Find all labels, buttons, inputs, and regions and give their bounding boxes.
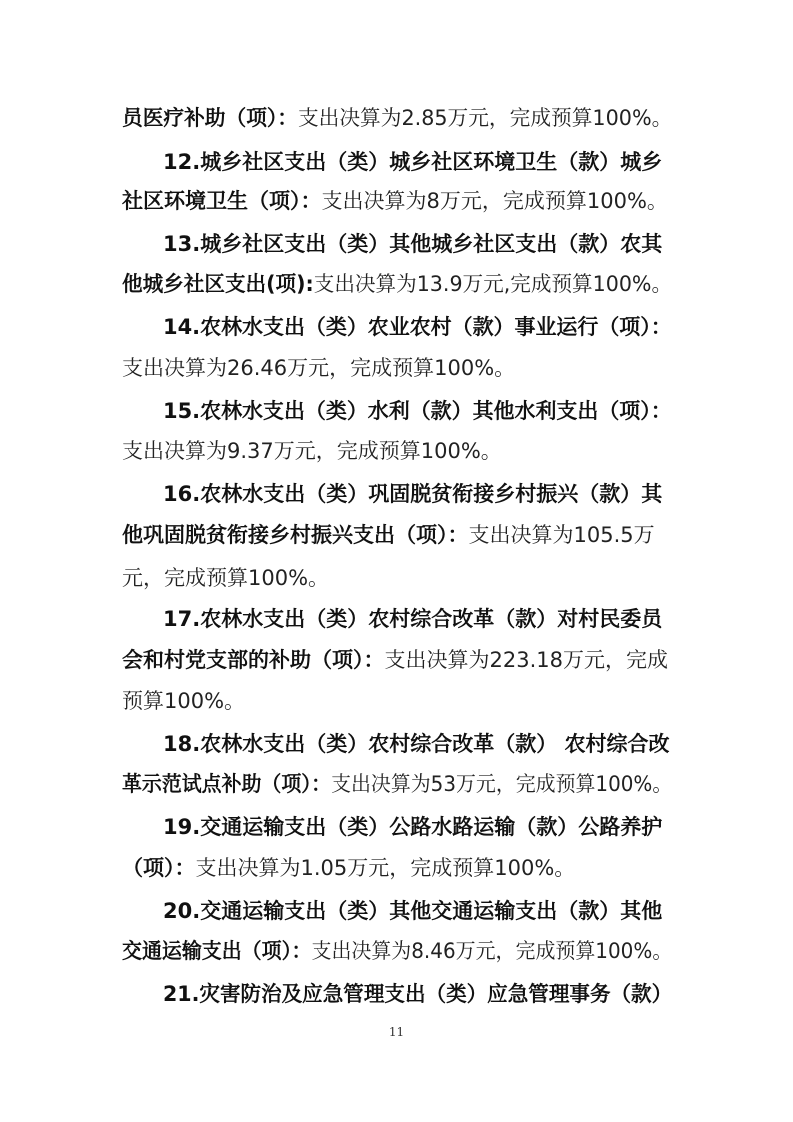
- bold-text: 他城乡社区支出(项):: [122, 272, 314, 296]
- bold-text: 14.农林水支出（类）农业农村（款）事业运行（项）：: [163, 315, 672, 339]
- regular-text: 预算100%。: [122, 689, 246, 713]
- regular-text: 支出决算为105.5万: [468, 523, 655, 547]
- bold-text: 18.农林水支出（类）农村综合改革（款） 农村综合改: [163, 732, 670, 756]
- text-line-16: [163, 730, 670, 758]
- text-line-14: [122, 646, 668, 674]
- text-line-22: [163, 980, 672, 1008]
- regular-text: 支出决算为53万元，完成预算100%。: [331, 772, 673, 796]
- text-line-11: [122, 521, 655, 549]
- text-line-20: [163, 897, 662, 925]
- regular-text: 支出决算为9.37万元，完成预算100%。: [122, 439, 502, 463]
- text-line-3: [122, 187, 668, 215]
- regular-text: 支出决算为2.85万元，完成预算100%。: [297, 106, 673, 130]
- bold-text: 16.农林水支出（类）巩固脱贫衔接乡村振兴（款）其: [163, 482, 663, 506]
- text-line-1: [122, 104, 672, 132]
- text-line-9: [122, 437, 502, 465]
- text-line-2: [163, 148, 662, 176]
- text-line-8: [163, 397, 672, 425]
- regular-text: 元，完成预算100%。: [122, 566, 330, 590]
- text-line-19: [122, 854, 575, 882]
- page-number: 11: [388, 1025, 405, 1039]
- regular-text: 支出决算为8万元，完成预算100%。: [321, 189, 668, 213]
- text-line-7: [122, 354, 515, 382]
- bold-text: 13.城乡社区支出（类）其他城乡社区支出（款）农其: [163, 232, 663, 256]
- bold-text: 19.交通运输支出（类）公路水路运输（款）公路养护: [163, 815, 663, 839]
- regular-text: 支出决算为13.9万元,完成预算100%。: [313, 272, 673, 296]
- regular-text: 支出决算为223.18万元，完成: [384, 648, 668, 672]
- text-line-10: [163, 480, 662, 508]
- bold-text: （项）：: [122, 856, 196, 880]
- bold-text: 12.城乡社区支出（类）城乡社区环境卫生（款）城乡: [163, 150, 663, 174]
- bold-text: 15.农林水支出（类）水利（款）其他水利支出（项）：: [163, 399, 672, 423]
- bold-text: 员医疗补助（项）：: [122, 106, 298, 130]
- text-line-5: [122, 270, 672, 298]
- regular-text: 支出决算为26.46万元，完成预算100%。: [122, 356, 516, 380]
- regular-text: 支出决算为1.05万元，完成预算100%。: [195, 856, 576, 880]
- bold-text: 革示范试点补助（项）：: [122, 772, 332, 796]
- bold-text: 社区环境卫生（项）：: [122, 189, 322, 213]
- bold-text: 会和村党支部的补助（项）：: [122, 648, 385, 672]
- text-line-18: [163, 813, 662, 841]
- text-line-12: [122, 564, 329, 592]
- text-line-13: [163, 605, 662, 633]
- bold-text: 20.交通运输支出（类）其他交通运输支出（款）其他: [163, 899, 663, 923]
- text-line-21: [122, 937, 672, 965]
- text-line-17: [122, 770, 672, 798]
- bold-text: 21.灾害防治及应急管理支出（类）应急管理事务（款）: [163, 982, 673, 1006]
- bold-text: 17.农林水支出（类）农村综合改革（款）对村民委员: [163, 607, 663, 631]
- text-line-6: [163, 313, 672, 341]
- regular-text: 支出决算为8.46万元，完成预算100%。: [311, 939, 673, 963]
- text-line-15: [122, 687, 245, 715]
- bold-text: 他巩固脱贫衔接乡村振兴支出（项）：: [122, 523, 469, 547]
- bold-text: 交通运输支出（项）：: [122, 939, 312, 963]
- text-line-4: [163, 230, 662, 258]
